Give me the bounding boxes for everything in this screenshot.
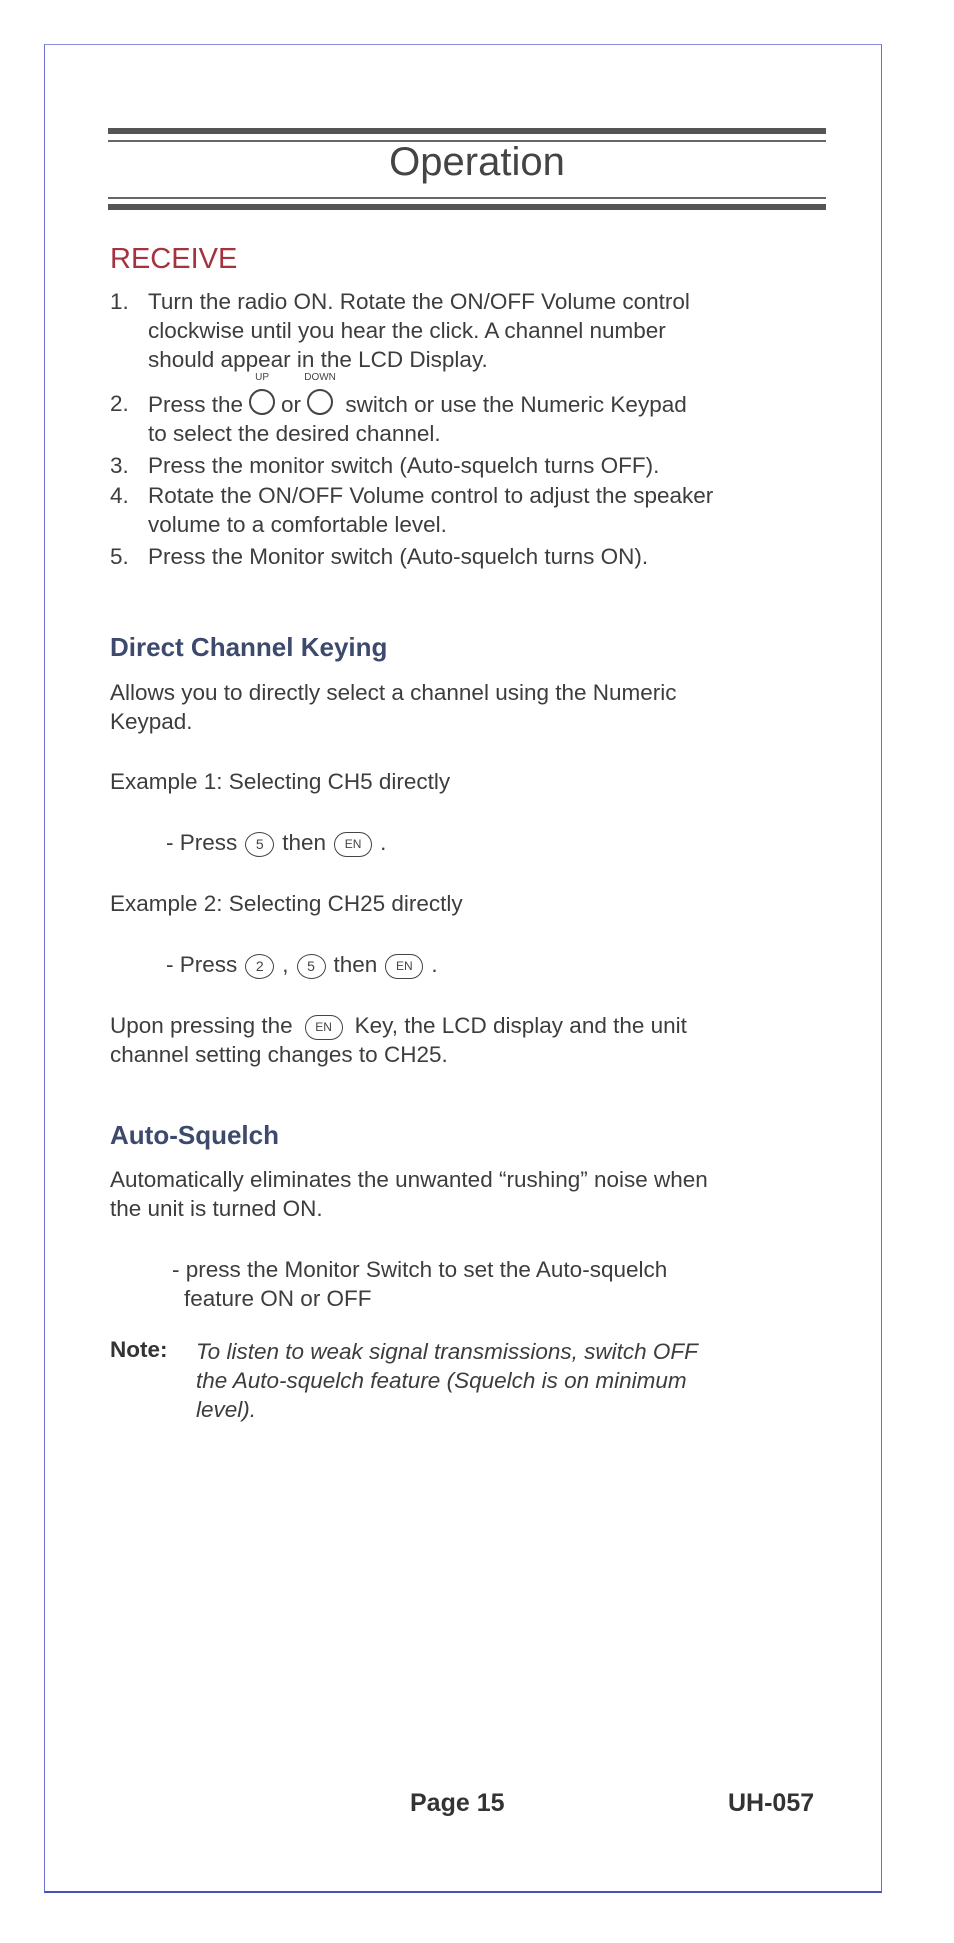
up-label: UP bbox=[255, 372, 269, 383]
period-text: . bbox=[380, 830, 387, 855]
example2-keys bbox=[166, 950, 438, 979]
title-rule-bottom-thin bbox=[108, 197, 826, 199]
step-text: should appear in the LCD Display. bbox=[148, 347, 488, 372]
example1-title: Example 1: Selecting CH5 directly bbox=[110, 769, 451, 794]
title-rule-top bbox=[108, 128, 826, 134]
auto-squelch-heading: Auto-Squelch bbox=[110, 1120, 279, 1150]
step-text: switch or use the Numeric Keypad bbox=[345, 392, 687, 417]
key-5-icon: 5 bbox=[245, 832, 274, 857]
note-text: level). bbox=[196, 1397, 257, 1422]
step-number: 2. bbox=[110, 391, 129, 416]
step-text: or bbox=[281, 392, 302, 417]
upon-text bbox=[110, 1011, 687, 1040]
step-number: 5. bbox=[110, 544, 129, 569]
direct-desc: Keypad. bbox=[110, 709, 193, 734]
direct-heading: Direct Channel Keying bbox=[110, 632, 388, 662]
then-text: then bbox=[333, 952, 378, 977]
page-number: Page 15 bbox=[410, 1789, 505, 1817]
key-enter-icon: EN bbox=[334, 832, 372, 857]
press-text: - Press bbox=[166, 830, 238, 855]
step-number: 3. bbox=[110, 453, 129, 478]
comma-text: , bbox=[282, 952, 289, 977]
upon-pre-text: Upon pressing the bbox=[110, 1013, 293, 1038]
step-number: 1. bbox=[110, 289, 129, 314]
down-label: DOWN bbox=[304, 372, 336, 383]
direct-desc: Allows you to directly select a channel using the Numeric bbox=[110, 680, 677, 705]
auto-squelch-bullet: - press the Monitor Switch to set the Auto-squelch bbox=[172, 1257, 668, 1282]
auto-squelch-bullet: feature ON or OFF bbox=[184, 1286, 372, 1311]
note-text: To listen to weak signal transmissions, switch OFF bbox=[196, 1339, 698, 1364]
step-text: volume to a comfortable level. bbox=[148, 512, 447, 537]
page-title: Operation bbox=[389, 140, 565, 184]
step-text: Press the bbox=[148, 392, 244, 417]
example2-title: Example 2: Selecting CH25 directly bbox=[110, 891, 463, 916]
key-2-icon: 2 bbox=[245, 954, 274, 979]
step-text: Press the Monitor switch (Auto-squelch turns ON). bbox=[148, 544, 649, 569]
down-switch-icon bbox=[304, 372, 336, 415]
step-text: Turn the radio ON. Rotate the ON/OFF Volume control bbox=[148, 289, 690, 314]
period-text: . bbox=[431, 952, 438, 977]
receive-heading: RECEIVE bbox=[110, 243, 238, 275]
note-text: the Auto-squelch feature (Squelch is on minimum bbox=[196, 1368, 687, 1393]
press-text: - Press bbox=[166, 952, 238, 977]
key-enter-icon: EN bbox=[305, 1015, 343, 1040]
key-5-icon: 5 bbox=[297, 954, 326, 979]
upon-text-line2: channel setting changes to CH25. bbox=[110, 1042, 448, 1067]
key-enter-icon: EN bbox=[385, 954, 423, 979]
upon-post-text: Key, the LCD display and the unit bbox=[354, 1013, 687, 1038]
step-text: Rotate the ON/OFF Volume control to adjust the speaker bbox=[148, 483, 714, 508]
step-text-with-keys bbox=[148, 372, 687, 419]
document-code: UH-057 bbox=[728, 1789, 815, 1817]
step-text: Press the monitor switch (Auto-squelch turns OFF). bbox=[148, 453, 660, 478]
step-text: to select the desired channel. bbox=[148, 421, 441, 446]
title-rule-bottom bbox=[108, 204, 826, 210]
auto-squelch-desc: Automatically eliminates the unwanted “rushing” noise when bbox=[110, 1167, 708, 1192]
example1-keys bbox=[166, 828, 386, 857]
up-switch-icon bbox=[249, 372, 275, 415]
then-text: then bbox=[282, 830, 327, 855]
note-label: Note: bbox=[110, 1337, 168, 1362]
auto-squelch-desc: the unit is turned ON. bbox=[110, 1196, 323, 1221]
step-number: 4. bbox=[110, 483, 129, 508]
step-text: clockwise until you hear the click. A channel number bbox=[148, 318, 666, 343]
